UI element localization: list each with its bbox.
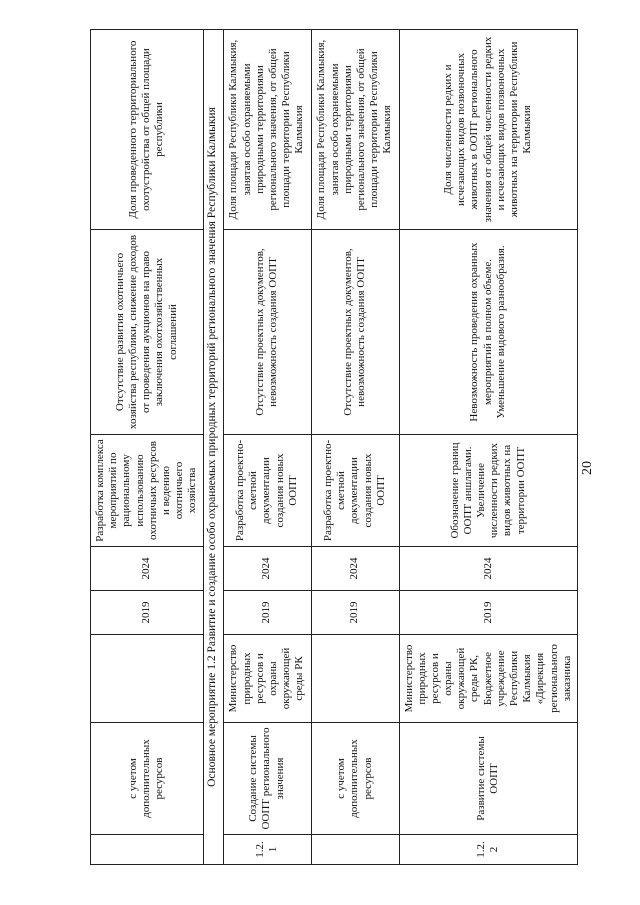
table-row	[223, 30, 311, 865]
executor: Министерство природных ресурсов и охраны окружающей среды РК, Бюджетное учреждение Республики Калмыкия «Дирекция регионального заказника	[399, 635, 577, 723]
program-table	[90, 29, 578, 865]
measure-name: с учетом дополнительных ресурсов	[311, 723, 399, 835]
row-number: 1.2.1	[223, 835, 311, 865]
consequence-of-non-implementation: Отсутствие проектных документов, невозможность создания ООПТ	[311, 230, 399, 435]
section-row	[203, 30, 223, 865]
indicator-link: Доля площади Республики Калмыкия, занятая особо охраняемыми природными территориями регионального значения, от общей площади территории Республики Калмыкия	[223, 30, 311, 230]
indicator-link: Доля проведенного территориального охотустройства от общей площади республики	[91, 30, 204, 230]
expected-result: Обозначение границ ООПТ аншлагами. Увеличение численности редких видов животных на территории ООПТ	[399, 435, 577, 547]
consequence-of-non-implementation: Отсутствие развития охотничьего хозяйства республики, снижение доходов от проведения аукционов на право заключения охотхозяйственных соглашений	[91, 230, 204, 435]
indicator-link: Доля площади Республики Калмыкия, занятая особо охраняемыми природными территориями регионального значения, от общей площади территории Республики Калмыкия	[311, 30, 399, 230]
expected-result: Разработка проектно-сметной документации создания новых ООПТ	[223, 435, 311, 547]
end-year: 2024	[91, 547, 204, 591]
end-year: 2024	[399, 547, 577, 591]
start-year: 2019	[91, 591, 204, 635]
row-number	[91, 835, 204, 865]
start-year: 2019	[311, 591, 399, 635]
section-title: Основное мероприятие 1.2 Развитие и создание особо охраняемых природных территорий регионального значения Республики Калмыкия	[203, 30, 223, 865]
measure-name: с учетом дополнительных ресурсов	[91, 723, 204, 835]
expected-result: Разработка проектно-сметной документации создания новых ООПТ	[311, 435, 399, 547]
row-number	[311, 835, 399, 865]
table-row	[399, 30, 577, 865]
end-year: 2024	[311, 547, 399, 591]
start-year: 2019	[223, 591, 311, 635]
table-row	[311, 30, 399, 865]
executor: Министерство природных ресурсов и охраны окружающей среды РК	[223, 635, 311, 723]
expected-result: Разработка комплекса мероприятий по рациональному использованию охотничьих ресурсов и ведению охотничьего хозяйства	[91, 435, 204, 547]
executor	[311, 635, 399, 723]
consequence-of-non-implementation: Отсутствие проектных документов, невозможность создания ООПТ	[223, 230, 311, 435]
row-number: 1.2.2	[399, 835, 577, 865]
consequence-of-non-implementation: Невозможность проведения охранных мероприятий в полном объеме. Уменьшение видового разнообразия.	[399, 230, 577, 435]
measure-name: Развитие системы ООПТ	[399, 723, 577, 835]
measure-name: Создание системы ООПТ регионального значения	[223, 723, 311, 835]
indicator-link: Доля численности редких и исчезающих видов позвоночных животных в ООПТ регионального значения от общей численности редких и исчезающих видов позвоночных животных на территории Республики Калмыкия	[399, 30, 577, 230]
end-year: 2024	[223, 547, 311, 591]
table-row	[91, 30, 204, 865]
page-number: 20	[580, 461, 595, 475]
executor	[91, 635, 204, 723]
start-year: 2019	[399, 591, 577, 635]
